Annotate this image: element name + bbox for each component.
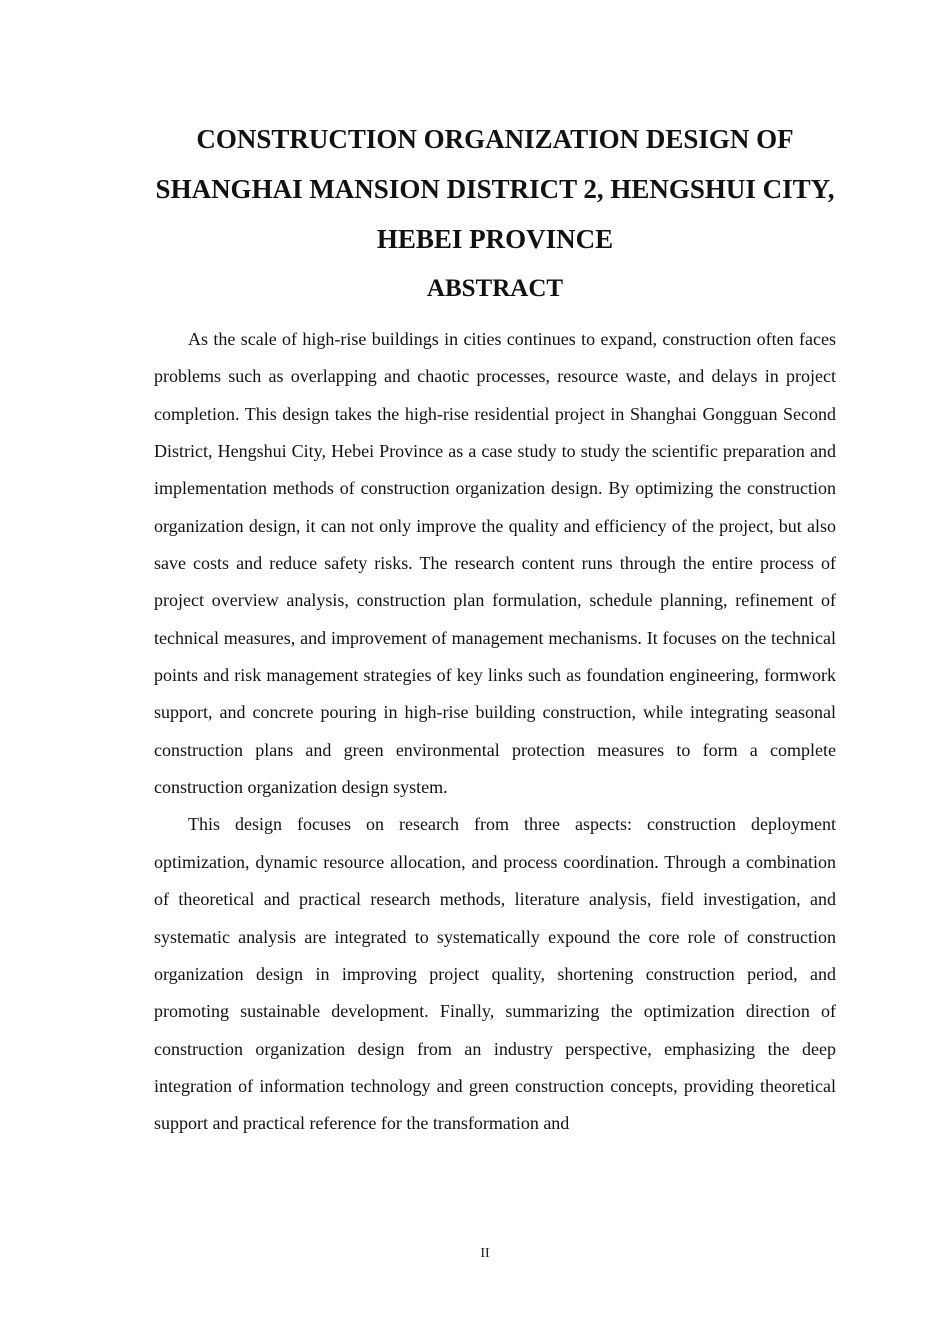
abstract-body [154,321,836,1143]
abstract-paragraph-2: This design focuses on research from three aspects: construction deployment optimization, dynamic resource allocation, and process coordination. Through a combination of theoretical and practical research methods, literature analysis, field investigation, and systematic analysis are integrated to systematically expound the core role of construction organization design in improving project quality, shortening construction period, and promoting sustainable development. Finally, summarizing the optimization direction of construction organization design from an industry perspective, emphasizing the deep integration of information technology and green construction concepts, providing theoretical support and practical reference for the transformation and [154,814,836,1134]
document-title: CONSTRUCTION ORGANIZATION DESIGN OF SHANGHAI MANSION DISTRICT 2, HENGSHUI CITY, HEBEI PROVINCE [155,124,835,254]
abstract-heading: ABSTRACT [426,275,564,302]
abstract-paragraph-1: As the scale of high-rise buildings in cities continues to expand, construction often faces problems such as overlapping and chaotic processes, resource waste, and delays in project completion. This design takes the high-rise residential project in Shanghai Gongguan Second District, Hengshui City, Hebei Province as a case study to study the scientific preparation and implementation methods of construction organization design. By optimizing the construction organization design, it can not only improve the quality and efficiency of the project, but also save costs and reduce safety risks. The research content runs through the entire process of project overview analysis, construction plan formulation, schedule planning, refinement of technical measures, and improvement of management mechanisms. It focuses on the technical points and risk management strategies of key links such as foundation engineering, formwork support, and concrete pouring in high-rise building construction, while integrating seasonal construction plans and green environmental protection measures to form a complete construction organization design system. [154,329,836,798]
page-number: II [480,1246,490,1261]
title-block [154,114,836,314]
